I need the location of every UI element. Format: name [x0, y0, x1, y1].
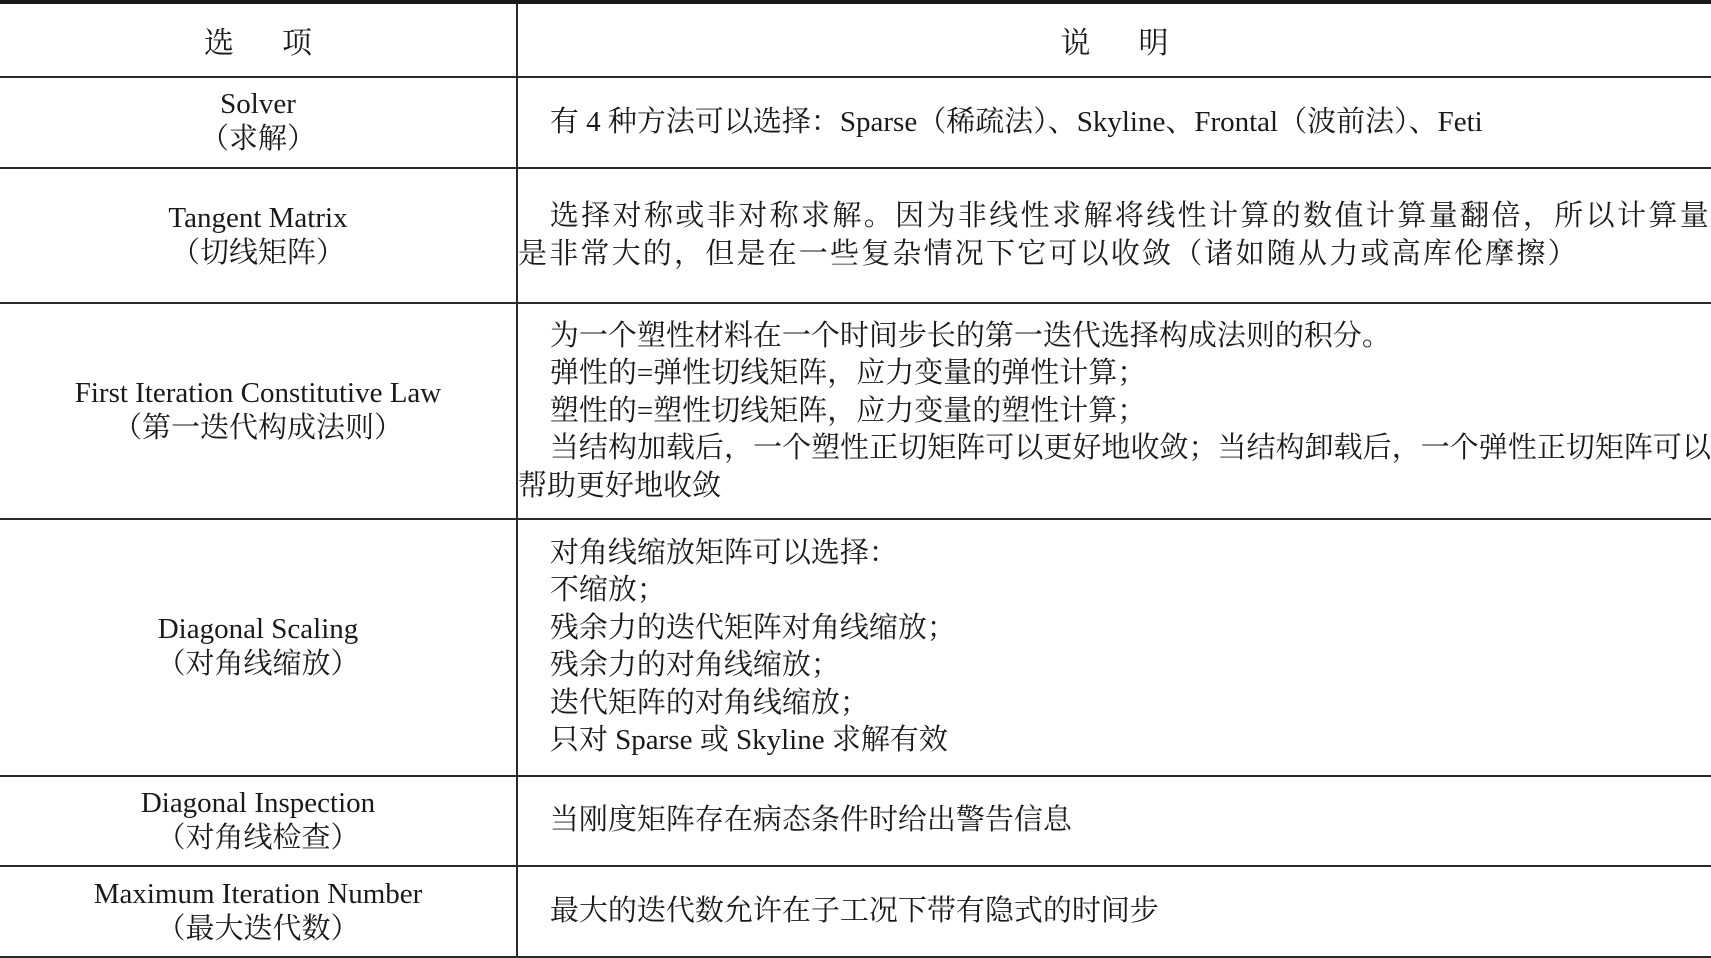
- table-row: [0, 866, 1711, 957]
- description-line: 选择对称或非对称求解。因为非线性求解将线性计算的数值计算量翻倍，所以计算量是非常大的，但是在一些复杂情况下它可以收敛（诸如随从力或高库伦摩擦）: [518, 200, 1711, 270]
- option-name: Tangent Matrix: [168, 201, 348, 234]
- description-line: 迭代矩阵的对角线缩放；: [549, 686, 869, 719]
- table-row: [0, 519, 1711, 776]
- option-cell: [0, 77, 517, 168]
- description-line: 只对 Sparse 或 Skyline 求解有效: [549, 724, 948, 757]
- description-cell: [517, 866, 1711, 957]
- option-name-zh: （对角线检查）: [156, 822, 360, 855]
- header-option: 选项: [0, 2, 517, 77]
- option-cell: [0, 519, 517, 776]
- option-name-zh: （第一迭代构成法则）: [112, 412, 403, 445]
- description-line: 为一个塑性材料在一个时间步长的第一迭代选择构成法则的积分。: [549, 319, 1391, 352]
- description-line: 当刚度矩阵存在病态条件时给出警告信息: [549, 804, 1072, 837]
- description-line: 最大的迭代数允许在子工况下带有隐式的时间步: [549, 894, 1159, 927]
- option-cell: [0, 866, 517, 957]
- option-cell: [0, 168, 517, 304]
- description-line: 有 4 种方法可以选择：Sparse（稀疏法）、Skyline、Frontal（波前法）、Feti: [549, 105, 1483, 138]
- description-line: 残余力的对角线缩放；: [549, 649, 840, 682]
- table-row: [0, 776, 1711, 867]
- option-name: Maximum Iteration Number: [93, 877, 423, 910]
- option-name-zh: （最大迭代数）: [156, 912, 360, 945]
- option-cell: [0, 303, 517, 519]
- option-cell: [0, 776, 517, 867]
- option-name-zh: （切线矩阵）: [170, 236, 345, 269]
- option-name: Diagonal Scaling: [157, 613, 359, 646]
- option-name-zh: （求解）: [199, 123, 316, 156]
- header-description: 说明: [517, 2, 1711, 77]
- description-line: 塑性的=塑性切线矩阵，应力变量的塑性计算；: [549, 394, 1147, 427]
- table-row: [0, 168, 1711, 304]
- option-name-zh: （对角线缩放）: [156, 648, 360, 681]
- description-cell: [517, 303, 1711, 519]
- description-cell: [517, 168, 1711, 304]
- header-row: [0, 2, 1711, 77]
- description-line: 残余力的迭代矩阵对角线缩放；: [549, 611, 956, 644]
- description-cell: [517, 776, 1711, 867]
- table-row: [0, 303, 1711, 519]
- table-row: [0, 77, 1711, 168]
- description-line: 不缩放；: [549, 574, 666, 607]
- description-line: 当结构加载后，一个塑性正切矩阵可以更好地收敛；当结构卸载后，一个弹性正切矩阵可以帮助更好地收敛: [518, 432, 1711, 502]
- description-cell: [517, 519, 1711, 776]
- description-line: 弹性的=弹性切线矩阵，应力变量的弹性计算；: [549, 357, 1147, 390]
- description-line: 对角线缩放矩阵可以选择：: [549, 536, 898, 569]
- option-name: Solver: [220, 88, 296, 121]
- option-name: First Iteration Constitutive Law: [74, 377, 442, 410]
- description-cell: [517, 77, 1711, 168]
- option-name: Diagonal Inspection: [140, 787, 376, 820]
